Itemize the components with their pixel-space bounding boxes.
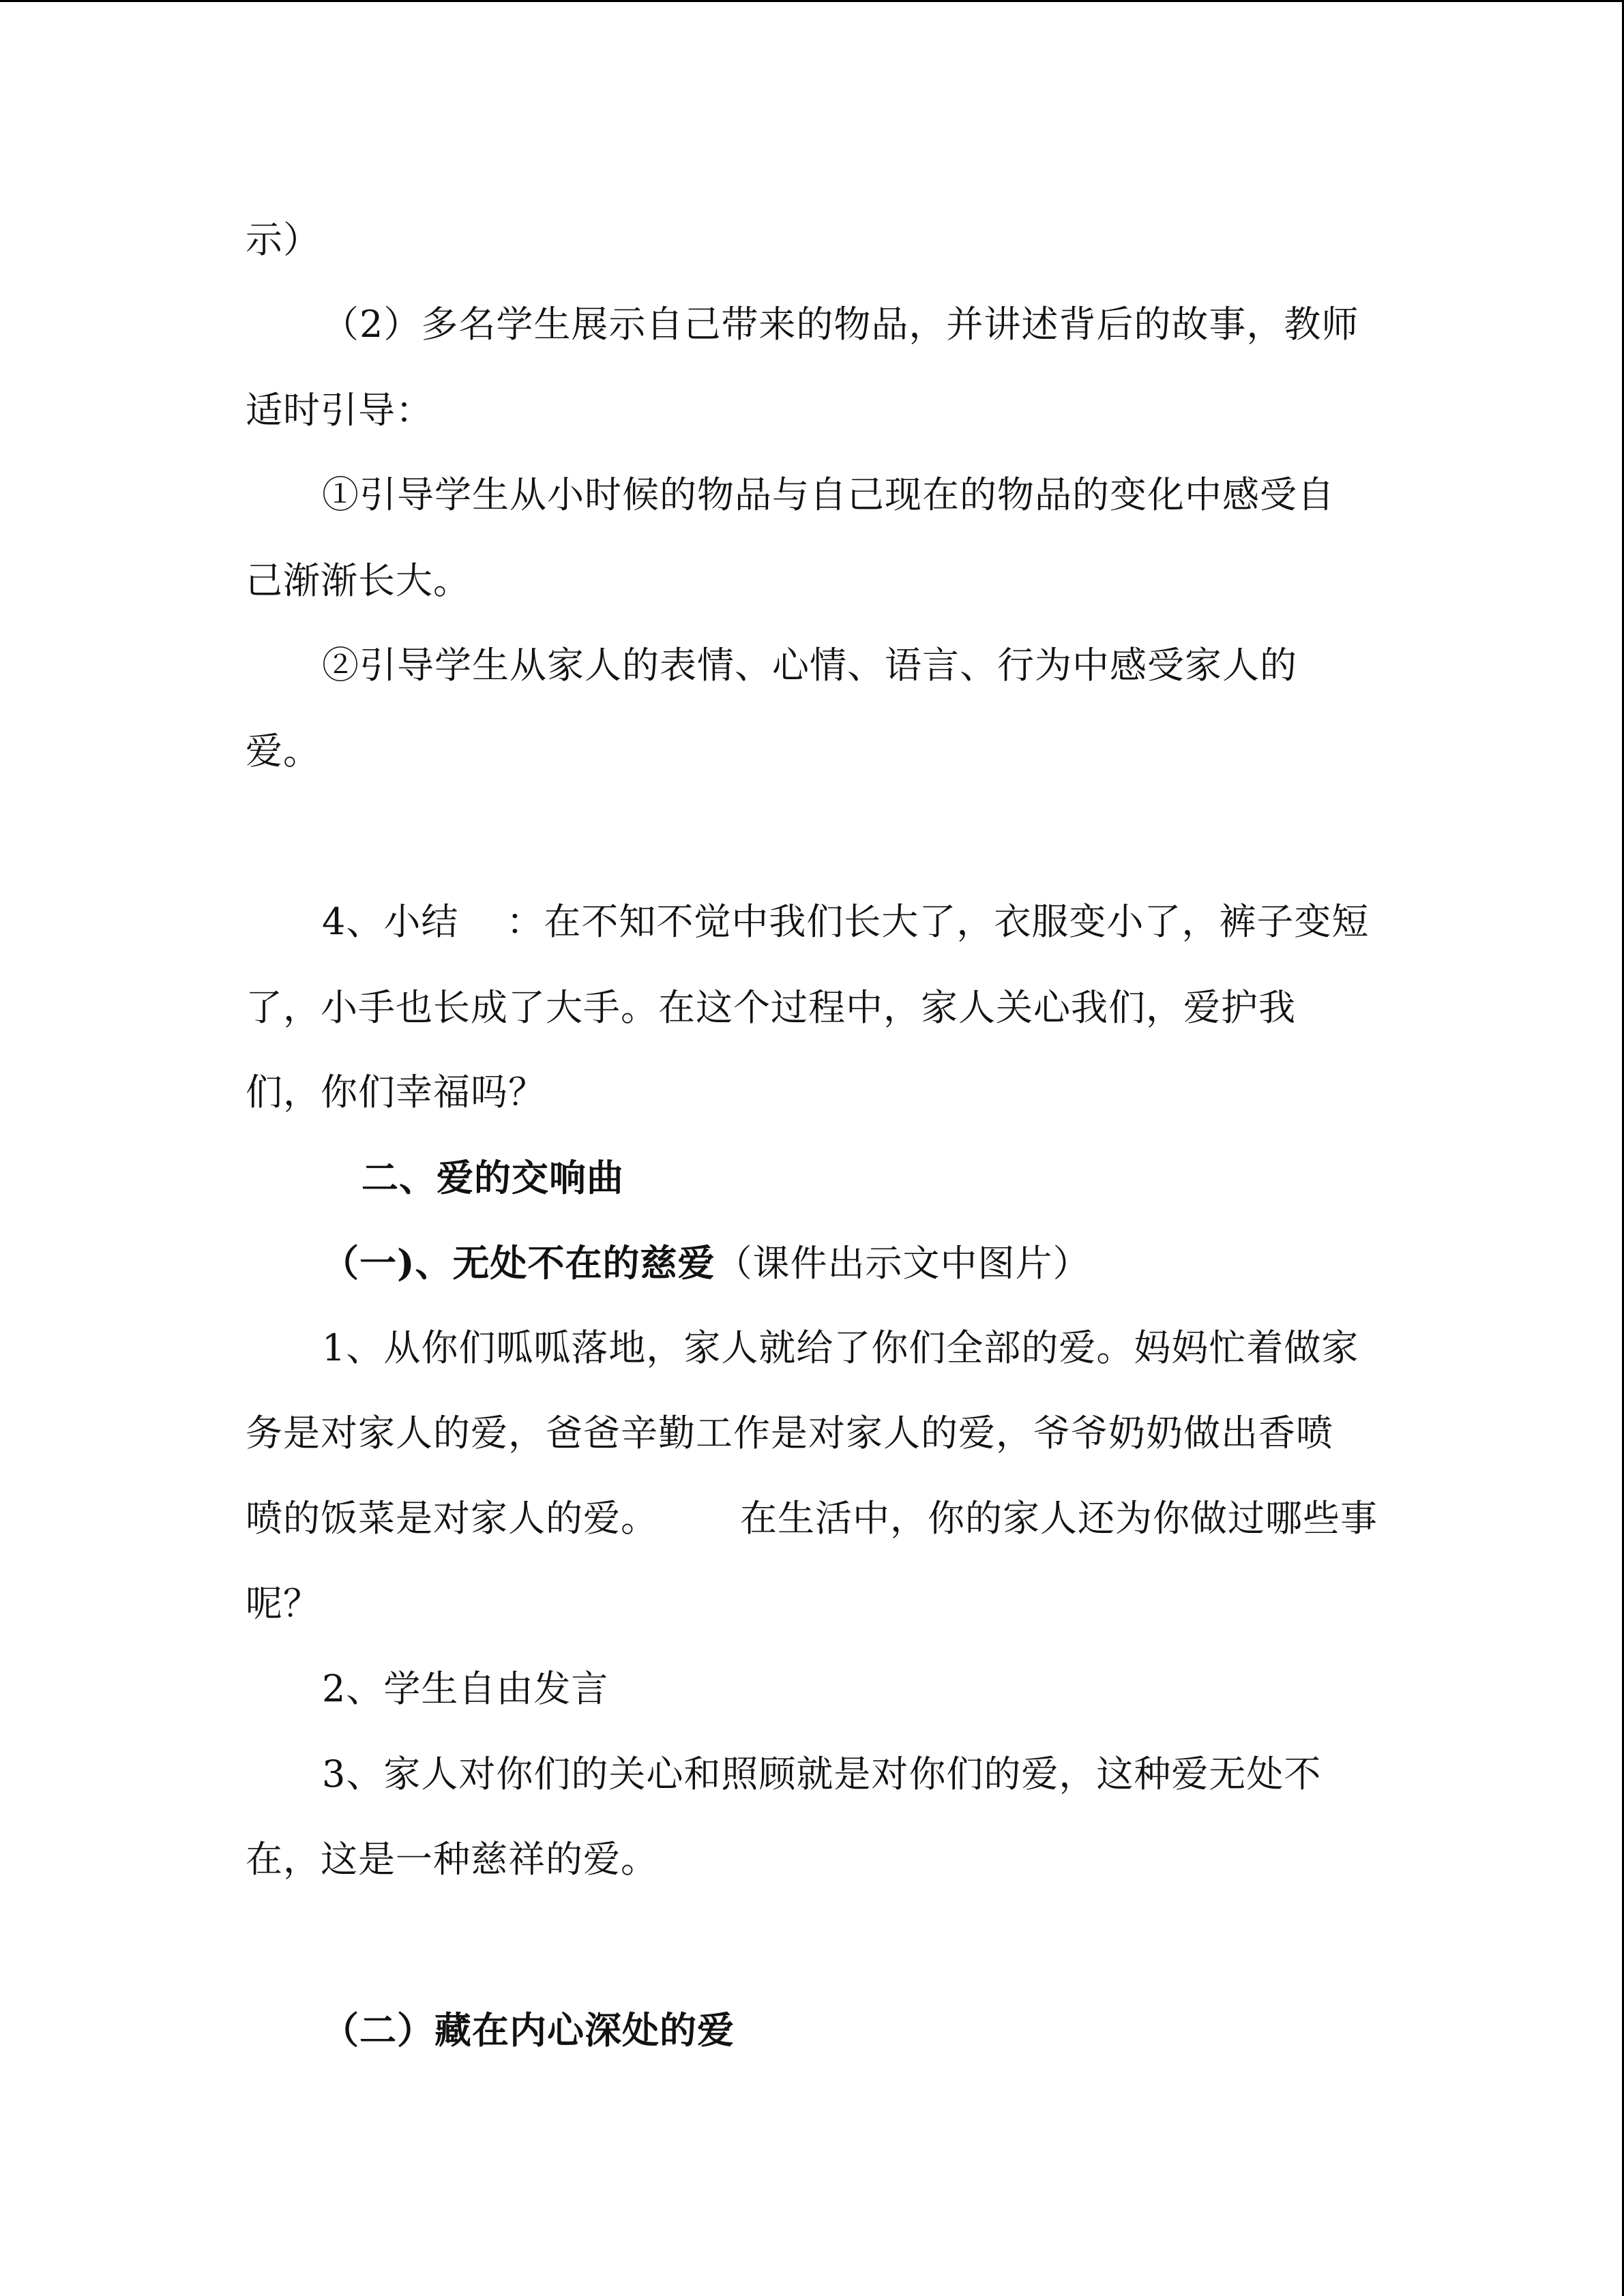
paragraph-line: 己渐渐长大。 [246,559,471,602]
summary-label: 4、小结 [322,900,459,943]
paragraph-line [246,1497,1378,1540]
summary-text: ：在不知不觉中我们长大了，衣服变小了，裤子变短 [506,900,1370,943]
paragraph-line: 了，小手也长成了大手。在这个过程中，家人关心我们，爱护我 [246,986,1296,1029]
paragraph-line: 爱。 [246,730,321,773]
subsection-title: （一)、无处不在的慈爱 [322,1241,715,1285]
paragraph-line: 呢？ [246,1582,321,1625]
subsection-heading [322,1241,1091,1285]
paragraph-line: 们，你们幸福吗？ [246,1071,546,1114]
subsection-note: （课件出示文中图片） [715,1242,1091,1285]
paragraph-line: 3、家人对你们的关心和照顾就是对你们的爱，这种爱无处不 [322,1753,1322,1795]
paragraph-line: 示） [246,218,321,261]
paragraph-line: 务是对家人的爱，爸爸辛勤工作是对家人的爱，爷爷奶奶做出香喷 [246,1412,1333,1455]
subsection-heading: （二）藏在内心深处的爱 [322,2008,735,2052]
paragraph-line [322,900,1369,944]
paragraph-line: ②引导学生从家人的表情、心情、语言、行为中感受家人的 [322,644,1297,687]
section-heading: 二、爱的交响曲 [361,1156,624,1199]
page-border-top [0,0,1624,2]
paragraph-line: 适时引导： [246,389,433,432]
paragraph-line: 1、从你们呱呱落地，家人就给了你们全部的爱。妈妈忙着做家 [322,1326,1359,1369]
paragraph-line: 在，这是一种慈祥的爱。 [246,1838,658,1881]
paragraph-line: 2、学生自由发言 [322,1667,609,1710]
paragraph-line: （2）多名学生展示自己带来的物品，并讲述背后的故事，教师 [322,303,1359,346]
paragraph-segment: 在生活中，你的家人还为你做过哪些事 [740,1497,1378,1540]
paragraph-segment: 喷的饭菜是对家人的爱。 [246,1497,658,1540]
paragraph-line: ①引导学生从小时候的物品与自己现在的物品的变化中感受自 [322,473,1335,516]
